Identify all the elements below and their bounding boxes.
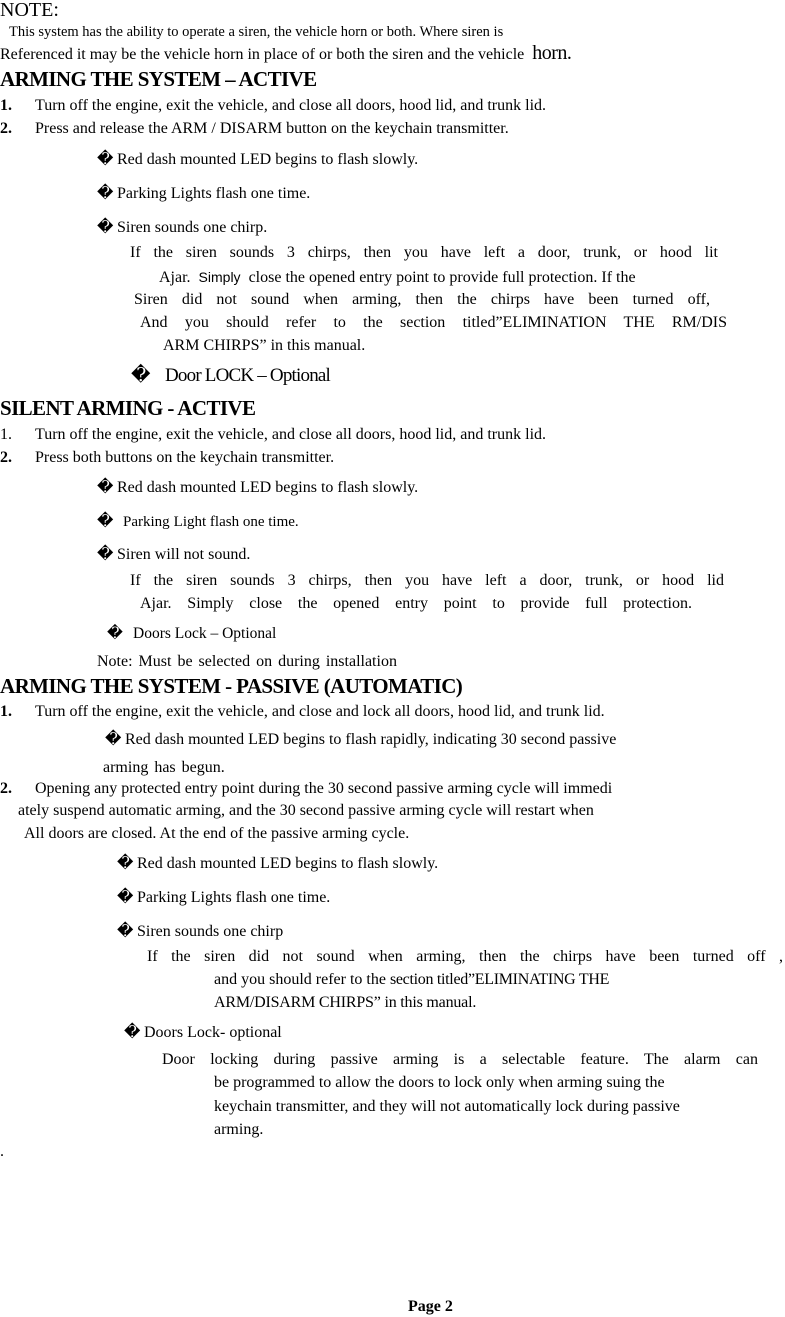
bullet-glyph-icon: � bbox=[117, 923, 134, 940]
bullet-text: Parking bbox=[123, 514, 170, 530]
silent-installation-note: Note: Must be selected on during installation bbox=[97, 653, 397, 670]
bullet-glyph-icon: � bbox=[124, 1024, 141, 1041]
active-bullet-led bbox=[97, 150, 418, 170]
passive-lock-line-4: arming. bbox=[214, 1121, 264, 1138]
bullet-text: Red dash mounted LED begins to flash slowly. bbox=[117, 151, 419, 168]
silent-para-line-2: Ajar. Simply close the opened entry point to provide full protection. bbox=[140, 595, 692, 612]
active-para-line-1: If the siren sounds 3 chirps, then you have left a door, trunk, or hood lit bbox=[130, 244, 718, 261]
para-text: Simply bbox=[198, 269, 241, 285]
passive-step-2-line-3: All doors are closed. At the end of the passive arming cycle. bbox=[24, 825, 410, 842]
passive-lock-line-1: Door locking during passive arming is a selectable feature. The alarm can bbox=[162, 1051, 758, 1068]
active-bullet-lights bbox=[97, 184, 310, 204]
bullet-glyph-icon: � bbox=[131, 365, 150, 386]
active-step-2 bbox=[0, 119, 509, 139]
bullet-glyph-icon: � bbox=[97, 546, 114, 563]
active-bullet-siren bbox=[97, 218, 267, 238]
bullet-text: Light flash one time. bbox=[173, 514, 299, 530]
note-heading: NOTE: bbox=[0, 0, 59, 21]
silent-bullet-led bbox=[97, 478, 418, 498]
para-text: Ajar. bbox=[159, 269, 191, 286]
passive-bullet-lights bbox=[117, 888, 330, 908]
bullet-glyph-icon: � bbox=[97, 513, 114, 530]
passive-bullet-led bbox=[117, 854, 438, 874]
bullet-glyph-icon: � bbox=[107, 625, 123, 642]
step-number: 1. bbox=[0, 426, 12, 443]
step-number: 1. bbox=[0, 703, 12, 720]
passive-lock-line-2: be programmed to allow the doors to lock only when arming suing the bbox=[214, 1074, 665, 1091]
para-text: and you should refer to the bbox=[214, 971, 386, 988]
bullet-text: Door LOCK – Optional bbox=[165, 365, 331, 386]
bullet-glyph-icon: � bbox=[97, 219, 114, 236]
bullet-text: Doors Lock- optional bbox=[144, 1024, 282, 1041]
silent-step-1 bbox=[0, 425, 546, 445]
bullet-text: Siren will not sound. bbox=[117, 546, 251, 563]
section-heading-active: ARMING THE SYSTEM – ACTIVE bbox=[0, 67, 317, 91]
step-number: 2. bbox=[0, 120, 12, 137]
note-line-1: This system has the ability to operate a siren, the vehicle horn or both. Where siren is bbox=[9, 24, 504, 40]
silent-step-2 bbox=[0, 448, 334, 468]
active-step-1 bbox=[0, 96, 546, 116]
passive-bullet-door-lock bbox=[124, 1023, 282, 1043]
step-text: Opening any protected entry point during the 30 second passive arming cycle will immedi bbox=[35, 780, 613, 797]
silent-bullet-lights bbox=[97, 512, 299, 532]
silent-para-line-1: If the siren sounds 3 chirps, then you have left a door, trunk, or hood lid bbox=[130, 572, 724, 589]
bullet-glyph-icon: � bbox=[105, 731, 122, 748]
active-para-line-3: Siren did not sound when arming, then the chirps have been turned off, bbox=[134, 291, 710, 308]
step-text: Press and release the ARM / DISARM button on the keychain transmitter. bbox=[35, 120, 509, 137]
note-line-2 bbox=[0, 43, 571, 65]
passive-step-2-line-2: ately suspend automatic arming, and the 30 second passive arming cycle will restart when bbox=[18, 802, 594, 819]
para-text: close the opened entry point to provide full protection. If the bbox=[248, 269, 636, 286]
bullet-glyph-icon: � bbox=[117, 889, 134, 906]
page-number: Page 2 bbox=[408, 1298, 453, 1315]
passive-para-line-2 bbox=[214, 970, 609, 990]
passive-para-line-1: If the siren did not sound when arming, then the chirps have been turned off , bbox=[147, 948, 783, 965]
bullet-text: Parking Lights flash one time. bbox=[117, 185, 311, 202]
step-text: Turn off the engine, exit the vehicle, and close all doors, hood lid, and trunk lid. bbox=[35, 426, 547, 443]
section-heading-silent: SILENT ARMING - ACTIVE bbox=[0, 396, 256, 420]
passive-para-line-3: ARM/DISARM CHIRPS” in this manual. bbox=[214, 994, 477, 1011]
trailing-period: . bbox=[0, 1143, 4, 1160]
active-para-line-2 bbox=[159, 267, 636, 288]
silent-bullet-siren bbox=[97, 545, 250, 565]
bullet-text: Parking Lights flash one time. bbox=[137, 889, 331, 906]
bullet-text: Siren sounds one chirp. bbox=[117, 219, 268, 236]
note-line-2-text: Referenced it may be the vehicle horn in place of or both the siren and the vehicle bbox=[0, 46, 525, 63]
bullet-glyph-icon: � bbox=[97, 151, 114, 168]
step-text: Turn off the engine, exit the vehicle, and close all doors, hood lid, and trunk lid. bbox=[35, 97, 547, 114]
passive-lock-line-3: keychain transmitter, and they will not automatically lock during passive bbox=[214, 1098, 680, 1115]
step-number: 2. bbox=[0, 780, 12, 797]
bullet-text: Siren sounds one chirp bbox=[137, 923, 284, 940]
step-text: Turn off the engine, exit the vehicle, and close and lock all doors, hood lid, and trunk lid. bbox=[35, 703, 605, 720]
bullet-text: Doors Lock – Optional bbox=[133, 625, 277, 642]
active-para-line-4: And you should refer to the section titled”ELIMINATION THE RM/DIS bbox=[140, 314, 727, 331]
active-bullet-door-lock bbox=[131, 366, 330, 386]
bullet-glyph-icon: � bbox=[117, 855, 134, 872]
bullet-text: Red dash mounted LED begins to flash slowly. bbox=[137, 855, 439, 872]
bullet-glyph-icon: � bbox=[97, 185, 114, 202]
step-text: Press both buttons on the keychain transmitter. bbox=[35, 449, 335, 466]
passive-step-1 bbox=[0, 702, 605, 722]
passive-bullet-led-rapid-cont: arming has begun. bbox=[103, 759, 225, 776]
step-number: 1. bbox=[0, 97, 12, 114]
bullet-text: Red dash mounted LED begins to flash rapidly, indicating 30 second passive bbox=[125, 731, 617, 748]
bullet-text: Red dash mounted LED begins to flash slowly. bbox=[117, 479, 419, 496]
bullet-glyph-icon: � bbox=[97, 479, 114, 496]
step-number: 2. bbox=[0, 449, 12, 466]
passive-bullet-siren bbox=[117, 922, 283, 942]
passive-step-2 bbox=[0, 779, 612, 799]
passive-bullet-led-rapid bbox=[105, 730, 616, 750]
para-text: section titled”ELIMINATING THE bbox=[389, 971, 610, 988]
active-para-line-5: ARM CHIRPS” in this manual. bbox=[163, 337, 366, 354]
note-line-2-end: horn. bbox=[532, 42, 572, 64]
section-heading-passive: ARMING THE SYSTEM - PASSIVE (AUTOMATIC) bbox=[0, 674, 463, 698]
silent-bullet-door-lock bbox=[107, 624, 276, 644]
